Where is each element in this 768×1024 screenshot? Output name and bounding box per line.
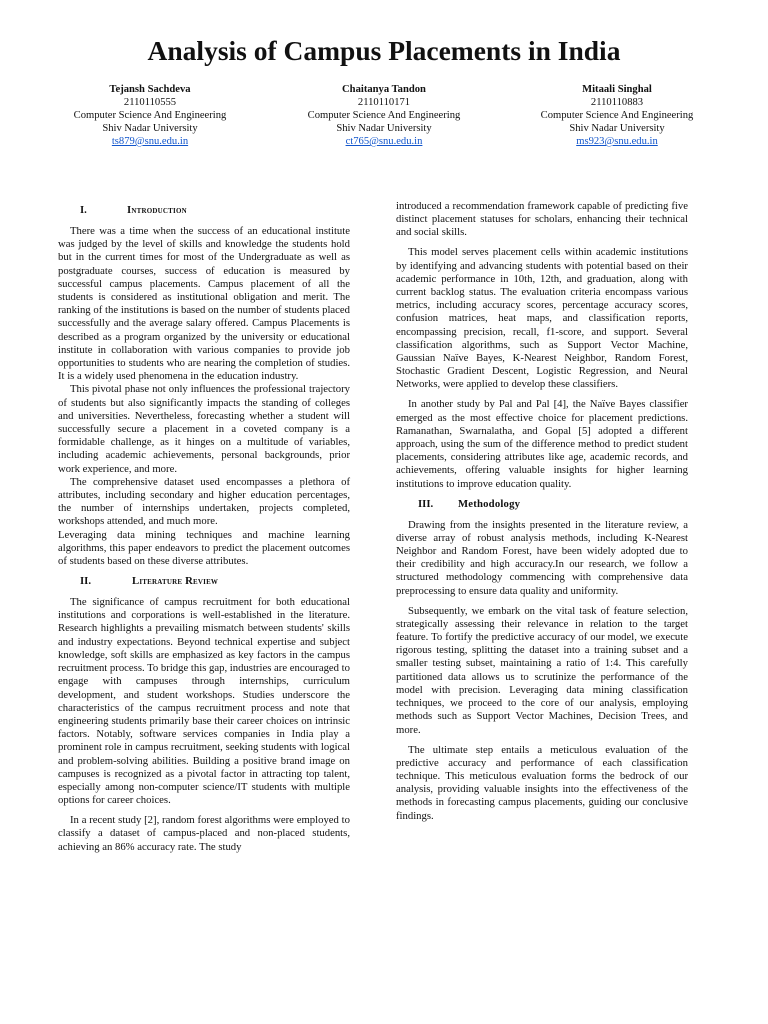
method-paragraph-1: Drawing from the insights presented in the literature review, a diverse array of robust analysis methods, including K-Nearest Neighbor and Random Forest, have been widely adopted due to their credibility and high accuracy.In our research, we follow a structured methodology commencing with comprehensive data preprocessing to ensure data quality and uniformity.: [396, 518, 688, 597]
author-university: Shiv Nadar University: [336, 123, 432, 134]
author-dept: Computer Science And Engineering: [307, 110, 461, 121]
left-column: [58, 200, 350, 854]
author-dept: Computer Science And Engineering: [73, 110, 227, 121]
intro-paragraph-1: There was a time when the success of an educational institute was judged by the level of skills and knowledge the students hold but in the current times for most of the Undergraduate as well as postgraduate courses, success of education is measured by successful campus placements. Campus placement of all the students is considered as institutional obligation and merit. The ranking of the institutions is based on the number of students placed successfully and the average salary offered. Campus Placements is described as a program organized by the university or educational institute in collaboration with various companies to provide job opportunities to students who are nearing the completion of studies. It is a widely used phenomena in the education industry.: [58, 225, 350, 383]
paper-title: Analysis of Campus Placements in India: [147, 35, 621, 66]
author-email-link[interactable]: ts879@snu.edu.in: [111, 136, 189, 147]
author-id: 2110110171: [357, 97, 411, 108]
section-title: Methodology: [458, 497, 521, 510]
author-name: Mitaali Singhal: [582, 84, 652, 95]
lit-paragraph-4: In another study by Pal and Pal [4], the Naïve Bayes classifier emerged as the most effective choice for placement predictions. Ramanathan, Swarnalatha, and Gopal [5] adopted a different approach, using the sum of the difference method to predict student placements, considering attributes like age, academic records, and achievements, offering valuable insights for higher learning institutions to improve education quality.: [396, 398, 688, 490]
lit-paragraph-1: The significance of campus recruitment for both educational institutions and corporations is well-established in the literature. Research highlights a prevailing mismatch between students' skills and industry expectations. Beyond technical expertise and subject knowledge, soft skills are emphasized as key factors in the campus recruitment process. To bridge this gap, industries are encouraged to engage with campuses through internships, curriculum development, and student workshops. Studies underscore the characteristics of the campus recruitment process and note that engineering students primarily base their career choices on intrinsic factors. Notably, software services companies in India play a prominent role in campus recruitment, seeking students with logical and problem-solving abilities. Building a positive brand image on campuses is recognized as a pivotal factor in attracting top talent, especially among non-computer science/IT students with multiple options for career choices.: [58, 596, 350, 807]
section-heading-methodology: [396, 498, 688, 511]
author-block-2: [264, 83, 504, 148]
author-id: 2110110883: [590, 97, 644, 108]
section-title: Introduction: [127, 204, 187, 216]
author-block-1: [30, 83, 270, 148]
lit-paragraph-3: This model serves placement cells within academic institutions by identifying and advancing students with potential based on their academic performance in 10th, 12th, and graduation, along with current backlog status. The evaluation criteria encompass various metrics, including accuracy scores, percentage accuracy scores, confusion matrices, heat maps, and classification reports, encompassing precision, recall, f1-score, and support. Several classification algorithms, such as Support Vector Machine, Gaussian Naïve Bayes, K-Nearest Neighbor, Random Forest, Stochastic Gradient Descent, Logistic Regression, and Neural Networks, were applied to develop these classifiers.: [396, 246, 688, 391]
right-column: [396, 200, 688, 830]
author-email-link[interactable]: ms923@snu.edu.in: [576, 136, 658, 147]
intro-paragraph-2: This pivotal phase not only influences the professional trajectory of students but also significantly impacts the standing of colleges and universities. Nevertheless, forecasting whether a student will successfully secure a placement in a coveted company is a formidable challenge, as it hinges on a multitude of variables, including academic achievements, personal backgrounds, prior work experience, and more.: [58, 383, 350, 475]
section-heading-literature-review: [58, 575, 350, 588]
author-name: Tejansh Sachdeva: [109, 84, 191, 95]
author-block-3: [497, 83, 737, 148]
section-number: I.: [80, 204, 87, 216]
author-id: 2110110555: [123, 97, 177, 108]
lit-paragraph-2-continued: introduced a recommendation framework capable of predicting five distinct placement statuses for scholars, enhancing their technical and social skills.: [396, 200, 688, 239]
intro-paragraph-3: The comprehensive dataset used encompasses a plethora of attributes, including secondary and higher education percentages, the number of internships undertaken, projects completed, workshops attended, and much more.: [58, 475, 350, 528]
method-paragraph-2: Subsequently, we embark on the vital task of feature selection, strategically assessing their relevance in relation to the target feature. To fortify the predictive accuracy of our model, we execute rigorous testing, splitting the dataset into a training subset and a smaller testing subset, maintaining a ratio of 1:4. This carefully partitioned data allows us to scrutinize the performance of the model with precision. Leveraging data mining classification techniques, we proceed to the core of our analysis, employing methods such as Support Vector Machines, Decision Trees, and more.: [396, 604, 688, 736]
section-title: Literature Review: [132, 575, 219, 588]
method-paragraph-3: The ultimate step entails a meticulous evaluation of the predictive accuracy and performance of each classification technique. This meticulous evaluation forms the bedrock of our analysis, providing valuable insights into the effectiveness of the methods in forecasting campus placements, guiding our conclusive findings.: [396, 743, 688, 822]
section-number: II.: [80, 575, 91, 588]
author-name: Chaitanya Tandon: [342, 84, 426, 95]
section-number: III.: [418, 497, 434, 510]
author-university: Shiv Nadar University: [569, 123, 665, 134]
author-university: Shiv Nadar University: [102, 123, 198, 134]
lit-paragraph-2: In a recent study [2], random forest algorithms were employed to classify a dataset of campus-placed and non-placed students, achieving an 86% accuracy rate. The study: [58, 814, 350, 853]
author-dept: Computer Science And Engineering: [540, 110, 694, 121]
section-heading-introduction: [58, 204, 350, 217]
author-email-link[interactable]: ct765@snu.edu.in: [345, 136, 423, 147]
intro-paragraph-4: Leveraging data mining techniques and machine learning algorithms, this paper endeavors to predict the placement outcomes of students based on these diverse attributes.: [58, 528, 350, 568]
